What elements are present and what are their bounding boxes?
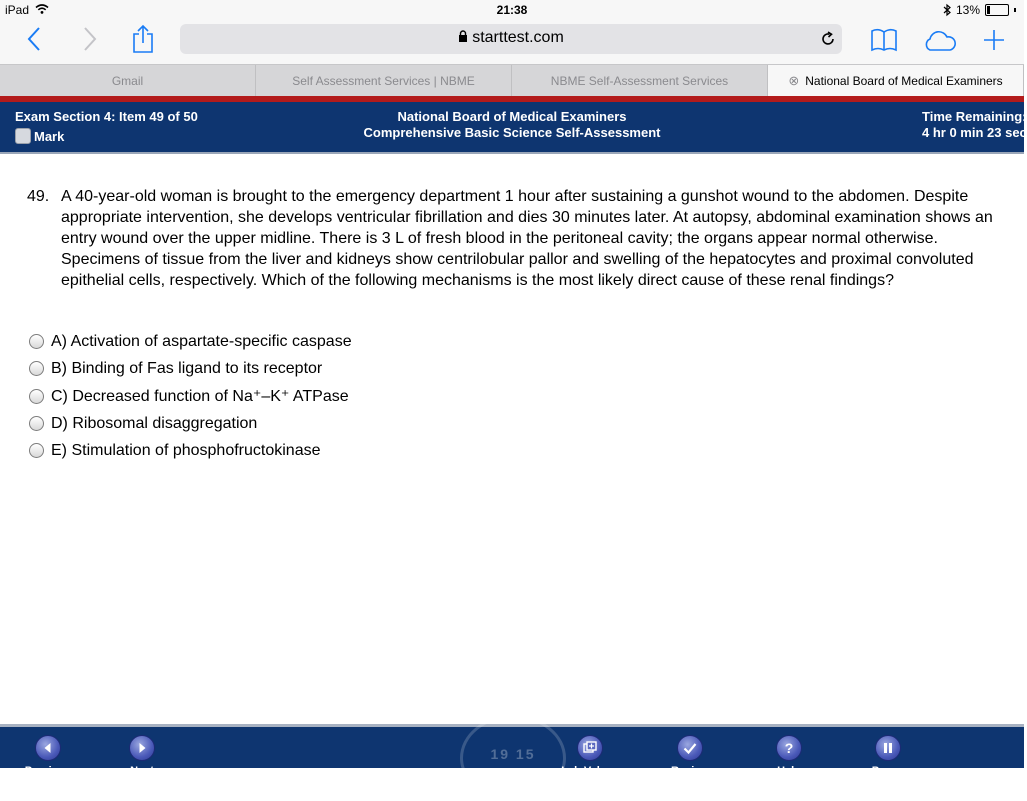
help-label: Help — [777, 765, 801, 777]
close-tab-icon[interactable]: ⊗ — [788, 73, 800, 88]
lock-icon — [458, 30, 468, 42]
tab-label: Self Assessment Services | NBME — [292, 74, 475, 88]
battery-icon — [985, 4, 1009, 16]
help-button[interactable] — [749, 735, 829, 777]
question-block — [27, 186, 997, 291]
radio-button[interactable] — [29, 416, 44, 431]
next-button[interactable] — [102, 735, 182, 777]
exam-name: Comprehensive Basic Science Self-Assessment — [363, 125, 661, 140]
item-position: Exam Section 4: Item 49 of 50 — [15, 109, 198, 124]
status-right — [943, 3, 1016, 17]
option-label: C) Decreased function of Na⁺–K⁺ ATPase — [51, 388, 349, 406]
tab-label: NBME Self-Assessment Services — [550, 74, 729, 88]
previous-button[interactable] — [8, 735, 88, 777]
org-name: National Board of Medical Examiners — [397, 109, 627, 124]
nbme-seal-watermark: 19 15 — [460, 715, 566, 801]
bookmarks-icon[interactable] — [870, 28, 898, 52]
time-remaining — [922, 109, 1027, 141]
share-icon[interactable] — [131, 24, 155, 54]
tab-nbme-active[interactable] — [768, 65, 1024, 97]
reload-icon[interactable] — [820, 31, 836, 47]
option-e[interactable] — [29, 437, 352, 464]
svg-text:?: ? — [784, 740, 794, 756]
device-name: iPad — [5, 3, 30, 17]
bluetooth-icon — [943, 4, 951, 16]
address-text — [180, 29, 842, 47]
option-d[interactable] — [29, 410, 352, 437]
battery-tip — [1014, 8, 1016, 12]
option-label: D) Ribosomal disaggregation — [51, 414, 258, 432]
tab-gmail[interactable] — [0, 65, 256, 97]
address-bar[interactable] — [180, 24, 842, 54]
radio-button[interactable] — [29, 443, 44, 458]
header-divider — [0, 152, 1024, 154]
option-label: B) Binding of Fas ligand to its receptor — [51, 359, 323, 377]
new-tab-icon[interactable] — [982, 28, 1006, 52]
pause-label: Pause — [871, 765, 905, 777]
review-label: Review — [671, 765, 709, 777]
pause-button[interactable] — [848, 735, 928, 777]
mark-label: Mark — [34, 128, 65, 144]
option-a[interactable] — [29, 328, 352, 355]
tab-self-assessment-nbme[interactable] — [256, 65, 512, 97]
lab-values-button[interactable] — [550, 735, 630, 777]
radio-button[interactable] — [29, 389, 44, 404]
question-number: 49. — [27, 188, 50, 205]
option-c[interactable] — [29, 383, 352, 410]
option-label: A) Activation of aspartate-specific caspase — [51, 332, 352, 350]
previous-icon — [35, 735, 61, 761]
tab-label: National Board of Medical Examiners — [805, 74, 1003, 88]
check-icon — [677, 735, 703, 761]
answer-options — [29, 328, 352, 464]
radio-button[interactable] — [29, 361, 44, 376]
tab-bar — [0, 64, 1024, 97]
cloud-icon[interactable] — [922, 30, 958, 52]
pause-icon — [875, 735, 901, 761]
help-icon — [776, 735, 802, 761]
lab-values-icon — [577, 735, 603, 761]
exam-title — [0, 109, 1024, 141]
radio-button[interactable] — [29, 334, 44, 349]
url-text: starttest.com — [472, 29, 564, 46]
status-bar — [0, 0, 1024, 20]
previous-label: Previous — [24, 765, 72, 777]
option-b[interactable] — [29, 355, 352, 382]
back-icon[interactable] — [26, 26, 42, 52]
review-button[interactable] — [650, 735, 730, 777]
status-time: 21:38 — [496, 3, 528, 17]
time-value: 4 hr 0 min 23 sec — [922, 125, 1027, 140]
battery-percent: 13% — [955, 3, 980, 17]
time-label: Time Remaining: — [922, 109, 1027, 124]
option-label: E) Stimulation of phosphofructokinase — [51, 441, 321, 459]
question-stem: A 40-year-old woman is brought to the emergency department 1 hour after sustaining a gunshot wound to the abdomen. Despite appropriate intervention, she develops ventricular fibrillation and dies 30 minutes later. At autopsy, abdominal examination shows an entry wound over the upper midline. There is 3 L of fresh blood in the peritoneal cavity; the organs appear normal otherwise. Specimens of tissue from the liver and kidneys show centrilobular pallor and swelling of the hepatocytes and proximal convoluted epithelial cells, respectively. Which of the following mechanisms is the most likely direct cause of these renal findings? — [61, 188, 993, 289]
browser-toolbar — [0, 20, 1024, 64]
tab-label: Gmail — [111, 74, 144, 88]
next-icon — [129, 735, 155, 761]
exam-footer — [0, 727, 1024, 777]
forward-icon[interactable] — [82, 26, 98, 52]
next-label: Next — [130, 765, 154, 777]
lab-values-label: Lab Values — [561, 765, 619, 777]
exam-header — [0, 102, 1027, 152]
tab-nbme-self-assessment[interactable] — [512, 65, 768, 97]
